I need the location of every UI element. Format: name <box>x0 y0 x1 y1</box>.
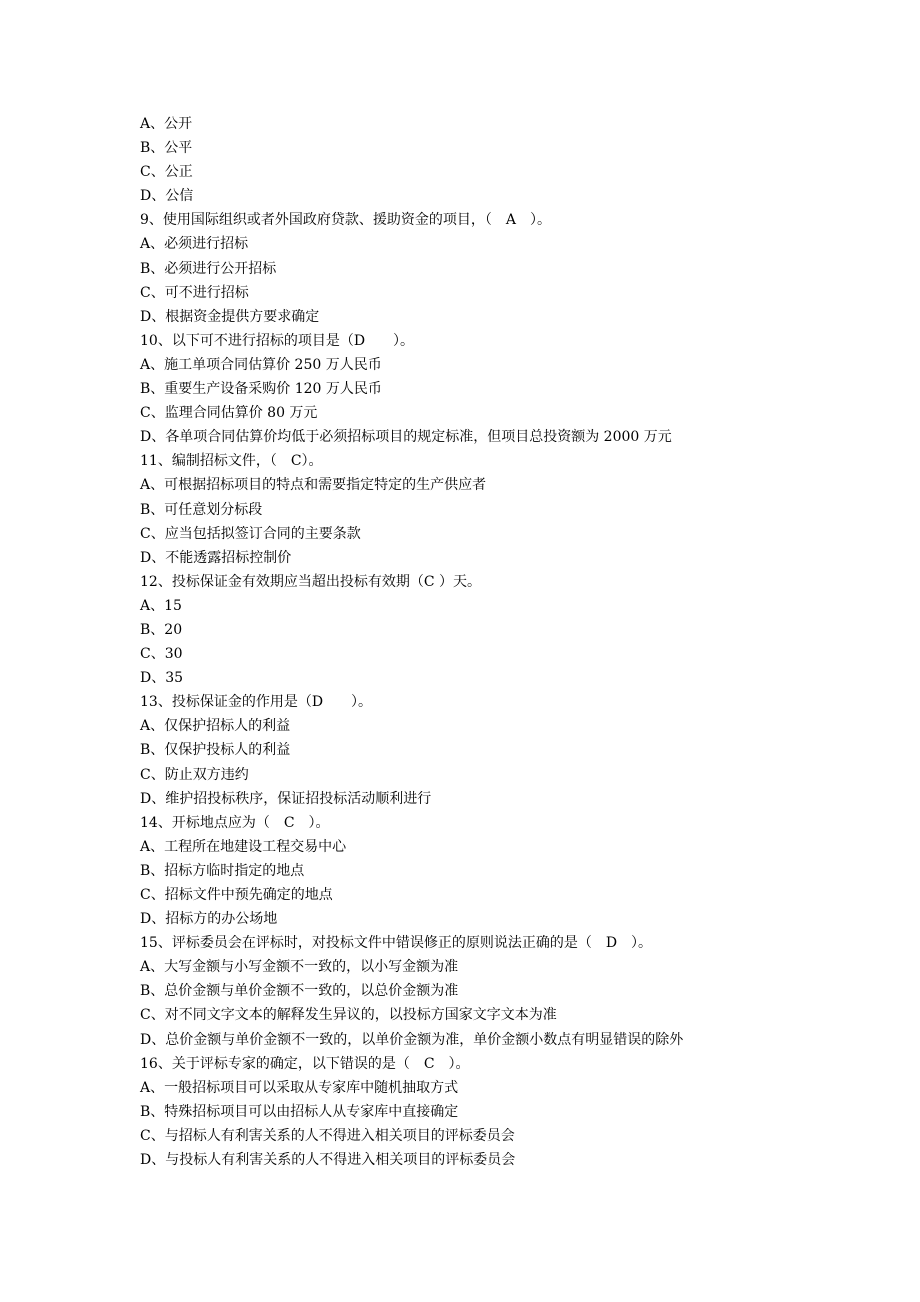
option-text: D、根据资金提供方要求确定 <box>140 308 320 325</box>
document-body <box>140 112 820 1172</box>
question-text: 14、开标地点应为（ C ）。 <box>140 814 330 831</box>
option-text: A、可根据招标项目的特点和需要指定特定的生产供应者 <box>140 477 487 494</box>
option-text: D、35 <box>140 670 184 687</box>
question-text: 9、使用国际组织或者外国政府贷款、援助资金的项目，（ A ）。 <box>140 212 552 229</box>
option-text: B、公平 <box>140 140 193 157</box>
question-text: 10、以下可不进行招标的项目是（D ）。 <box>140 332 415 349</box>
option-text: A、一般招标项目可以采取从专家库中随机抽取方式 <box>140 1079 459 1096</box>
option-text: C、防止双方违约 <box>140 766 249 783</box>
question-text: 15、评标委员会在评标时，对投标文件中错误修正的原则说法正确的是（ D ）。 <box>140 935 653 952</box>
option-text: D、与投标人有利害关系的人不得进入相关项目的评标委员会 <box>140 1152 516 1169</box>
option-text: B、必须进行公开招标 <box>140 260 277 277</box>
option-text: A、公开 <box>140 116 193 132</box>
option-text: D、招标方的办公场地 <box>140 911 278 928</box>
option-text: B、招标方临时指定的地点 <box>140 862 305 879</box>
option-text: B、总价金额与单价金额不一致的，以总价金额为准 <box>140 983 459 1000</box>
option-text: C、应当包括拟签订合同的主要条款 <box>140 525 361 542</box>
option-text: B、可任意划分标段 <box>140 501 263 518</box>
option-text: D、总价金额与单价金额不一致的，以单价金额为准，单价金额小数点有明显错误的除外 <box>140 1031 684 1048</box>
question-text: 13、投标保证金的作用是（D ）。 <box>140 694 373 711</box>
option-text: D、公信 <box>140 188 194 205</box>
option-text: C、30 <box>140 646 183 663</box>
question-text: 12、投标保证金有效期应当超出投标有效期（C ）天。 <box>140 573 481 590</box>
option-text: B、重要生产设备采购价 120 万人民币 <box>140 381 382 398</box>
option-text: B、20 <box>140 621 183 638</box>
option-text: C、与招标人有利害关系的人不得进入相关项目的评标委员会 <box>140 1127 515 1144</box>
option-text: B、特殊招标项目可以由招标人从专家库中直接确定 <box>140 1103 459 1120</box>
option-text: C、对不同文字文本的解释发生异议的，以投标方国家文字文本为准 <box>140 1007 557 1024</box>
option-text: D、维护招投标秩序，保证招投标活动顺利进行 <box>140 790 432 807</box>
option-text: A、大写金额与小写金额不一致的，以小写金额为准 <box>140 959 459 976</box>
option-text: C、招标文件中预先确定的地点 <box>140 887 333 903</box>
option-text: D、各单项合同估算价均低于必须招标项目的规定标准，但项目总投资额为 2000 万元 <box>140 429 672 446</box>
question-text: 11、编制招标文件，（ C）。 <box>140 453 323 470</box>
option-text: C、公正 <box>140 164 193 181</box>
option-text: B、仅保护投标人的利益 <box>140 742 291 759</box>
option-text: A、施工单项合同估算价 250 万人民币 <box>140 356 382 373</box>
option-text: A、必须进行招标 <box>140 236 249 253</box>
option-text: A、15 <box>140 597 182 614</box>
option-text: C、可不进行招标 <box>140 284 249 301</box>
option-text: D、不能透露招标控制价 <box>140 549 292 566</box>
option-text: A、仅保护招标人的利益 <box>140 718 291 735</box>
option-text: C、监理合同估算价 80 万元 <box>140 405 318 422</box>
question-text: 16、关于评标专家的确定，以下错误的是（ C ）。 <box>140 1055 470 1072</box>
option-text: A、工程所在地建设工程交易中心 <box>140 838 347 855</box>
